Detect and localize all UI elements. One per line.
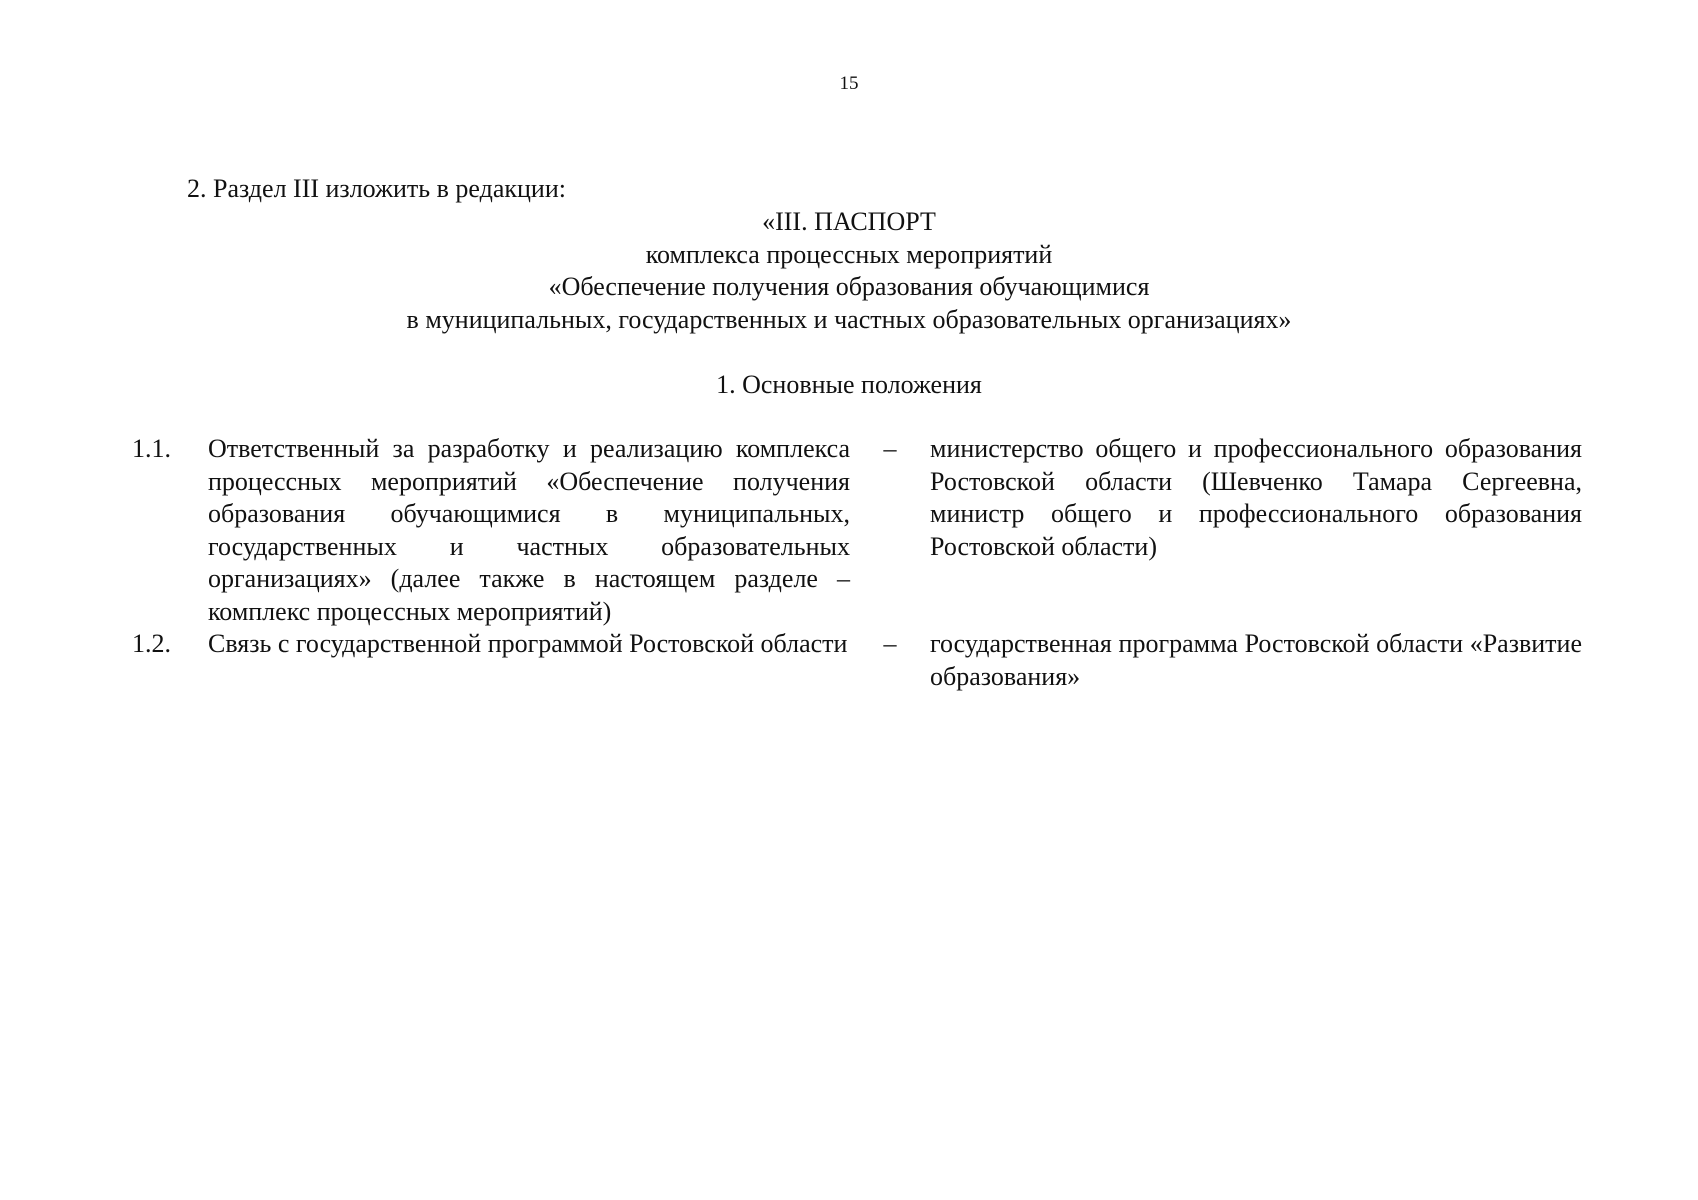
page-number: 15 [839,73,859,94]
row-label: Связь с государственной программой Ростовской области [208,629,848,658]
row-dash: – [883,434,897,463]
heading-line-3: «Обеспечение получения образования обучающимися [548,272,1150,301]
heading-line-4: в муниципальных, государственных и частных образовательных организациях» [406,304,1292,334]
row-number: 1.2. [132,629,171,658]
row-value: министерство общего и профессионального образования Ростовской области (Шевченко Тамара Сергеевна, министр общего и профессионального образования Ростовской области) [930,434,1582,561]
provision-row [132,433,1582,628]
provision-row [132,628,1582,693]
section-title: 1. Основные положения [716,370,982,399]
row-label: Ответственный за разработку и реализацию комплекса процессных мероприятий «Обеспечение получения образования обучающимися в муниципальных, государственных и частных образовательных организациях» (далее также в настоящем разделе – комплекс процессных мероприятий) [208,434,850,626]
row-dash: – [883,629,897,658]
intro-text: 2. Раздел III изложить в редакции: [187,174,566,203]
row-value: государственная программа Ростовской области «Развитие образования» [930,629,1582,691]
heading-line-2: комплекса процессных мероприятий [645,239,1053,269]
heading-line-1: «III. ПАСПОРТ [762,207,936,236]
row-number: 1.1. [132,434,171,463]
passport-heading [0,206,1698,336]
provisions-table [132,433,1582,693]
